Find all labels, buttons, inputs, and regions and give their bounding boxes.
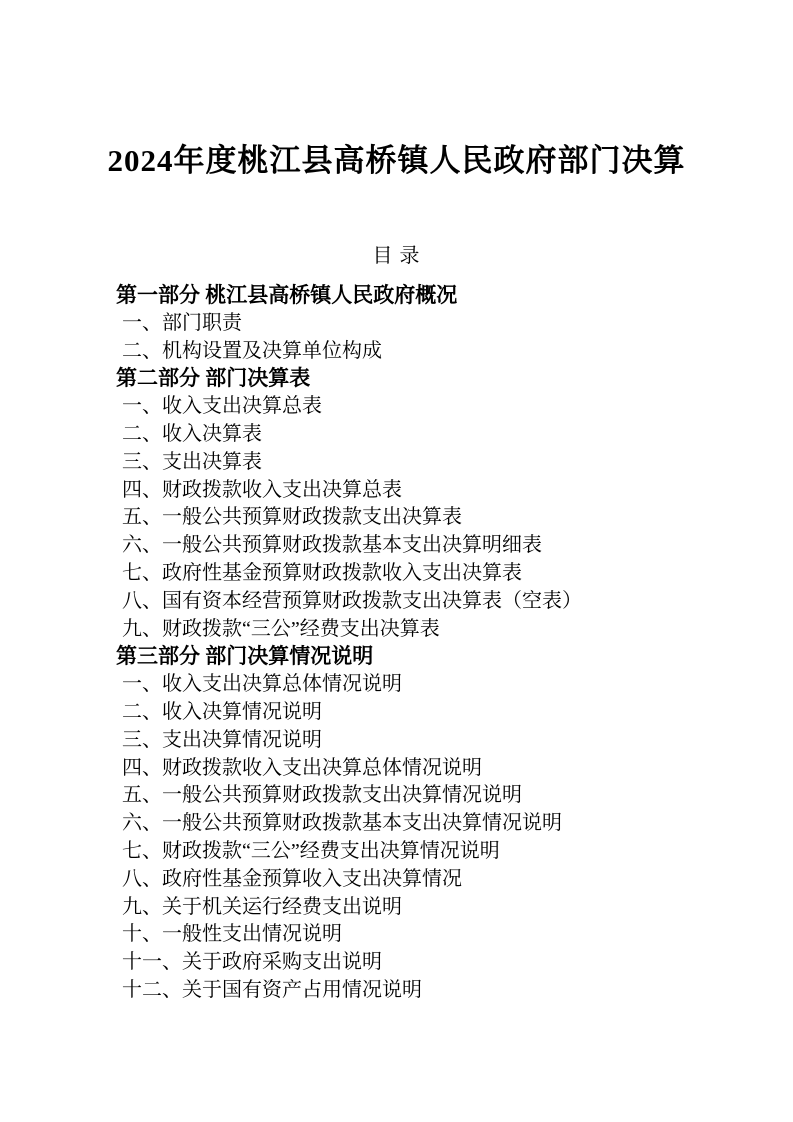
- toc-item: 一、收入支出决算总表: [122, 395, 322, 418]
- toc-item: 十一、关于政府采购支出说明: [122, 951, 382, 974]
- toc-item: 一、收入支出决算总体情况说明: [122, 673, 402, 696]
- toc-heading: 目 录: [372, 245, 421, 267]
- toc-section-heading: 第一部分 桃江县高桥镇人民政府概况: [116, 283, 458, 307]
- toc-item: 九、财政拨款“三公”经费支出决算表: [122, 617, 440, 640]
- document-title: 2024年度桃江县高桥镇人民政府部门决算: [107, 143, 686, 178]
- toc-item: 二、收入决算情况说明: [122, 700, 322, 723]
- toc-item: 七、政府性基金预算财政拨款收入支出决算表: [122, 561, 522, 584]
- table-of-contents: [116, 282, 733, 1005]
- toc-section-heading: 第二部分 部门决算表: [116, 366, 311, 391]
- toc-item: 六、一般公共预算财政拨款基本支出决算情况说明: [122, 812, 562, 835]
- toc-item: 九、关于机关运行经费支出说明: [122, 895, 402, 918]
- toc-item: 五、一般公共预算财政拨款支出决算表: [122, 506, 462, 529]
- toc-item: 二、机构设置及决算单位构成: [122, 339, 382, 362]
- toc-item: 三、支出决算情况说明: [122, 728, 322, 751]
- toc-item: 七、财政拨款“三公”经费支出决算情况说明: [122, 839, 500, 862]
- toc-item: 四、财政拨款收入支出决算总表: [122, 478, 402, 501]
- toc-item: 五、一般公共预算财政拨款支出决算情况说明: [122, 784, 522, 807]
- toc-item: 二、收入决算表: [122, 422, 262, 445]
- toc-item: 三、支出决算表: [122, 450, 262, 473]
- toc-item: 八、政府性基金预算收入支出决算情况: [122, 867, 462, 890]
- toc-item: 六、一般公共预算财政拨款基本支出决算明细表: [122, 534, 542, 557]
- toc-section-heading: 第三部分 部门决算情况说明: [116, 644, 374, 669]
- toc-item: 一、部门职责: [122, 311, 242, 334]
- toc-item: 十、一般性支出情况说明: [122, 923, 342, 946]
- toc-item: 四、财政拨款收入支出决算总体情况说明: [122, 756, 482, 779]
- toc-item: 八、国有资本经营预算财政拨款支出决算表（空表）: [122, 589, 582, 612]
- toc-item: 十二、关于国有资产占用情况说明: [122, 978, 422, 1001]
